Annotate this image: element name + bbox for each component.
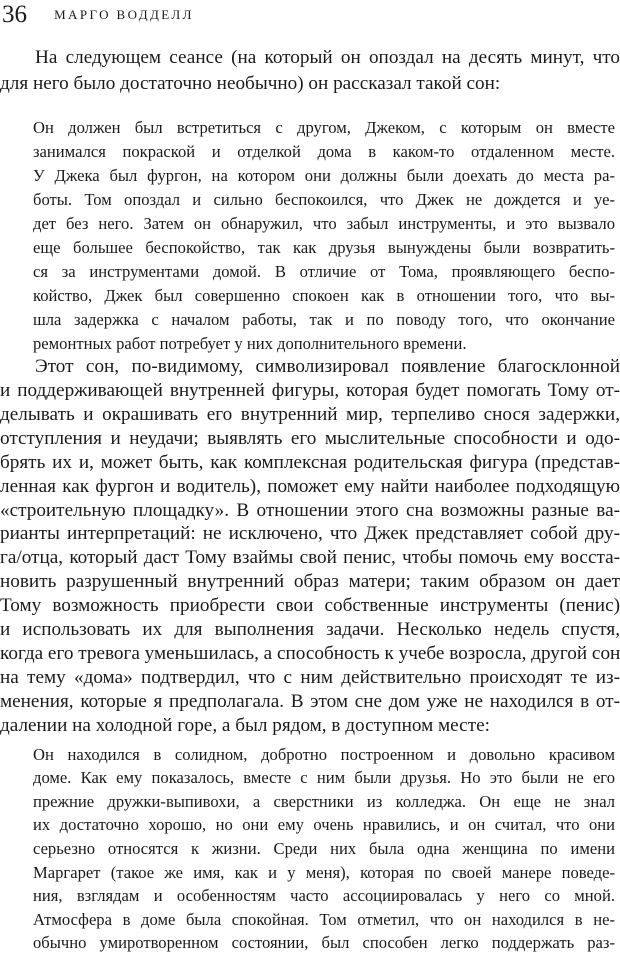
text-line: отступления и неудачи; выявлять его мыслительные способности и одо- xyxy=(0,427,620,449)
text-line: брять их и, может быть, как комплексная родительская фигура (представ- xyxy=(0,451,620,473)
quote-line: обычно умиротворенном состоянии, был способен легко поддержать раз- xyxy=(33,933,615,953)
text-line: новить разрушенный внутренний образ матери; таким образом он дает xyxy=(0,571,620,593)
text-line: Этот сон, по-видимому, символизировал появление благосклонной xyxy=(35,356,620,377)
text-line: когда его тревога уменьшилась, а способность к учебе возросла, другой сон xyxy=(0,643,620,665)
quote-line: прежние дружки-выпивохи, а сверстники из колледжа. Он еще не знал xyxy=(33,791,615,811)
quote-line: дет без него. Затем он обнаружил, что забыл инструменты, и это вызвало xyxy=(33,214,615,233)
text-line: На следующем сеансе (на который он опоздал на десять минут, что xyxy=(35,47,620,68)
quote-line: занимался покраской и отделкой дома в каком-то отдаленном месте. xyxy=(33,142,615,161)
quote-line: шла задержка с началом работы, так и по поводу того, что окончание xyxy=(33,310,615,329)
text-line: га/отца, который даст Тому взаймы свой пенис, чтобы помочь ему восста- xyxy=(0,547,620,569)
page-number: 36 xyxy=(2,1,27,28)
quote-line: их достаточно хорошо, но они ему очень нравились, и он считал, что они xyxy=(33,815,615,835)
quote-line: еще большее беспокойство, так как друзья вынуждены были возвратить- xyxy=(33,238,615,257)
page-header xyxy=(2,0,602,30)
quote-line: доме. Как ему показалось, вместе с ним были друзья. Но это были не его xyxy=(33,768,615,788)
text-line: «строительную площадку». В отношении этого сна возможны разные ва- xyxy=(0,499,620,521)
running-head: МАРГО ВОДДЕЛЛ xyxy=(54,7,194,22)
text-line: менения, которые я предполагала. В этом сне дом уже не находился в от- xyxy=(0,690,620,712)
text-line: для него было достаточно необычно) он рассказал такой сон: xyxy=(0,73,501,94)
quote-line: ремонтных работ потребует у них дополнительного времени. xyxy=(33,334,467,353)
quote-line: ния, взглядам и особенностям часто ассоциировалась у него со мной. xyxy=(33,886,615,906)
quote-line: койство, Джек был совершенно спокоен как в отношении того, что вы- xyxy=(33,286,615,305)
quote-line: Он должен был встретиться с другом, Джеком, с которым он вместе xyxy=(33,118,615,137)
quote-line: Он находился в солидном, добротно построенном и довольно красивом xyxy=(33,744,615,764)
quote-line: Атмосфера в доме была спокойная. Том отметил, что он находился в не- xyxy=(33,909,615,929)
quote-line: серьезно относятся к жизни. Среди них была одна женщина по имени xyxy=(33,839,615,859)
quote-line: У Джека был фургон, на котором они должны были доехать до места ра- xyxy=(33,166,615,185)
quote-line: Маргарет (такое же имя, как и у меня), которая по своей манере поведе- xyxy=(33,862,615,882)
text-line: рианты интерпретаций: не исключено, что Джек представляет собой дру- xyxy=(0,523,620,545)
text-line: ленная как фургон и водитель), поможет ему найти наиболее подходящую xyxy=(0,475,620,497)
text-line: далении на холодной горе, а был рядом, в доступном месте: xyxy=(0,714,490,736)
text-line: Тому возможность приобрести свои собственные инструменты (пенис) xyxy=(0,595,620,617)
text-line: делывать и окрашивать его внутренний мир, терпеливо снося задержки, xyxy=(0,403,620,425)
quote-line: боты. Том опоздал и сильно беспокоился, что Джек не дождется и уе- xyxy=(33,190,615,209)
text-line: и поддерживающей внутренней фигуры, которая будет помогать Тому от- xyxy=(0,379,620,401)
quote-line: ся за инструментами домой. В отличие от Тома, проявляющего беспо- xyxy=(33,262,615,281)
text-line: на тему «дома» подтвердил, что с ним действительно происходят те из- xyxy=(0,666,620,688)
text-line: и использовать их для выполнения задачи. Несколько недель спустя, xyxy=(0,619,620,641)
